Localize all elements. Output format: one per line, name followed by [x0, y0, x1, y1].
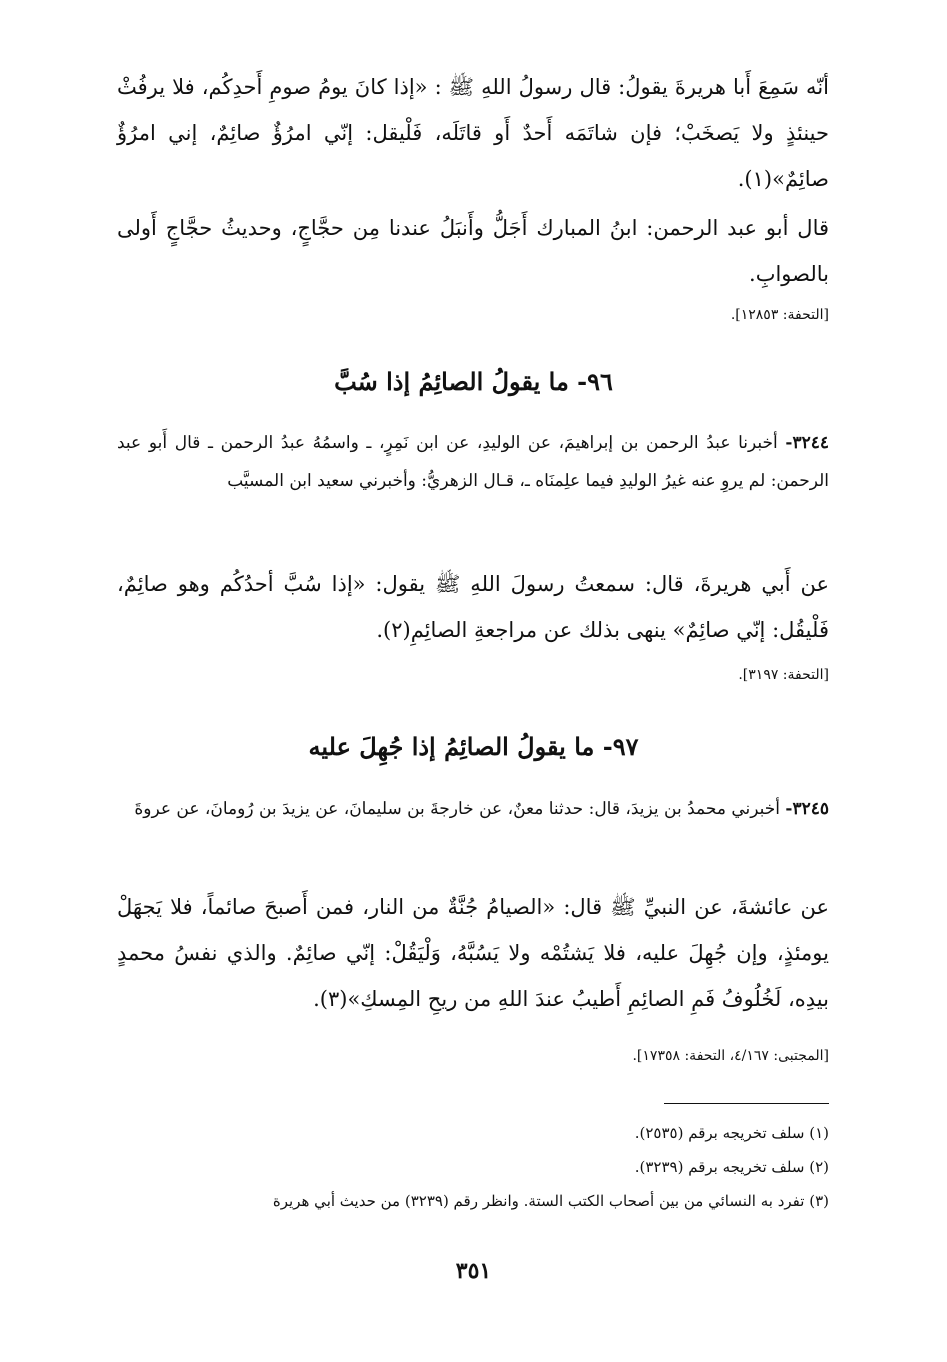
paragraph-abu-abdulrahman-comment: قال أبو عبد الرحمن: ابنُ المبارك أَجَلُّ وأَنبَلُ عندنا مِن حجَّاجٍ، وحديثُ حجَّاجٍ أَولى بالصوابِ.: [117, 216, 829, 286]
footnote-1: (١) سلف تخريجه برقم (٢٥٣٥).: [634, 1124, 829, 1142]
reference-tuhfa-12853: [التحفة: ١٢٨٥٣].: [730, 307, 829, 323]
hadith-3245-isnad: [117, 790, 829, 828]
chapter-heading-96: ٩٦- ما يقولُ الصائِمُ إذا سُبَّ: [334, 367, 613, 396]
hadith-number-3244: ٣٢٤٤-: [785, 433, 829, 453]
paragraph-hadith-continuation: أنّه سَمِعَ أَبا هريرةَ يقولُ: قال رسولُ اللهِ ﷺ : «إذا كانَ يومُ صومِ أَحدِكُم، فلا يرفُثْ حينئذٍ ولا يَصخَبْ؛ فإن شاتَمَه أَحدٌ أَو قاتَلَه، فَلْيقل: إنّي امرُؤٌ صائِمٌ، إني امرُؤٌ صائِمٌ»(١).: [117, 75, 829, 191]
hadith-3244-matn: عن أَبي هريرةَ، قال: سمعتُ رسولَ اللهِ ﷺ يقول: «إذا سُبَّ أحدُكُم وهو صائِمٌ، فَلْيقُل: إنّي صائِمٌ» ينهى بذلك عن مراجعةِ الصائِمِ(٢).: [117, 572, 829, 642]
footnote-3: (٣) تفرد به النسائي من بين أصحاب الكتب الستة. وانظر رقم (٣٢٣٩) من حديث أبي هريرة: [272, 1192, 829, 1210]
hadith-3244-isnad-text: أخبرنا عبدُ الرحمن بن إبراهيمَ، عن الوليدِ، عن ابن نَمِرٍ، ـ واسمُهُ عبدُ الرحمن ـ قال أَبو عبد الرحمن: لم يروِ عنه غيرُ الوليدِ فيما علِمنَاه ـ، قـال الزهريُّ: وأخبرني سعيد ابن المسيَّب: [117, 433, 829, 491]
reference-mujtaba-tuhfa: [المجتبى: ٤/١٦٧، التحفة: ١٧٣٥٨].: [632, 1048, 829, 1064]
reference-tuhfa-3197: [التحفة: ٣١٩٧].: [738, 667, 829, 683]
footnote-2: (٢) سلف تخريجه برقم (٣٢٣٩).: [634, 1158, 829, 1176]
footnotes: [117, 1116, 829, 1218]
hadith-3245-isnad-text: أخبرني محمدُ بن يزيدَ، قال: حدثنا معنٌ، عن خارجةَ بن سليمانَ، عن يزيدَ بن رُومانَ، عن عروةَ: [134, 799, 786, 819]
page-number: ٣٥١: [455, 1258, 492, 1284]
hadith-number-3245: ٣٢٤٥-: [785, 799, 829, 819]
chapter-heading-97: ٩٧- ما يقولُ الصائِمُ إذا جُهِلَ عليه: [308, 732, 639, 761]
hadith-3244-isnad: [117, 424, 829, 500]
hadith-3245-matn: عن عائشةَ، عن النبيِّ ﷺ قال: «الصيامُ جُنَّةٌ من النار، فمن أَصبحَ صائماً، فلا يَجهَلْ يومئذٍ، وإن جُهِلَ عليه، فلا يَشتُمْه ولا يَسُبَّهُ، وَلْيَقُلْ: إنّي صائِمٌ. والذي نفسُ محمدٍ بيدِه، لَخُلُوفُ فَمِ الصائِمِ أَطيبُ عندَ اللهِ من ريحِ المِسكِ»(٣).: [117, 895, 829, 1011]
footnote-divider: [664, 1103, 829, 1104]
